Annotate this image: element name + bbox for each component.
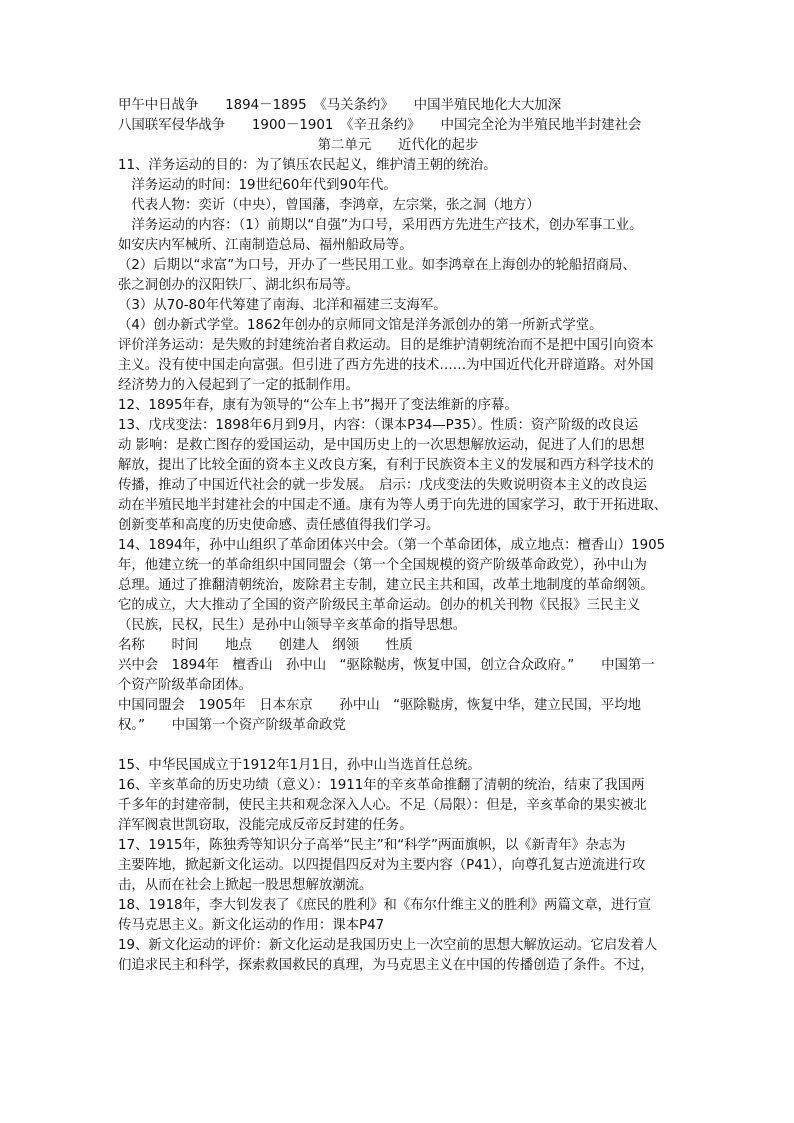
text-line: 12、1895年春，康有为领导的“公车上书”揭开了变法维新的序幕。 — [118, 398, 518, 413]
text-line: 洋务运动的时间：19世纪60年代到90年代。 — [118, 178, 397, 193]
text-line: 洋军阀袁世凯窃取，没能完成反帝反封建的任务。 — [118, 818, 413, 833]
text-line: 动 影响：是救亡图存的爱国运动，是中国历史上的一次思想解放运动，促进了人们的思想 — [118, 438, 645, 453]
text-line: （2）后期以“求富”为口号，开办了一些民用工业。如李鸿章在上海创办的轮船招商局、 — [118, 258, 636, 273]
text-line: 评价洋务运动：是失败的封建统治者自救运动。目的是维护清朝统治而不是把中国引向资本 — [118, 338, 654, 353]
text-line: （民族，民权，民生）是孙中山领导辛亥革命的指导思想。 — [118, 618, 467, 633]
text-line: 主要阵地，掀起新文化运动。以四提倡四反对为主要内容（P41），向尊孔复古逆流进行攻 — [118, 858, 646, 873]
table-row-line: 中国同盟会 1905年 日本东京 孙中山 “驱除鞑虏，恢复中华，建立民国，平均地 — [118, 698, 642, 713]
text-line: 13、戊戌变法：1898年6月到9月，内容：（课本P34—P35）。性质：资产阶级的改良运 — [118, 418, 639, 433]
text-line: 创新变革和高度的历史使命感、责任感值得我们学习。 — [118, 518, 440, 533]
text-line: 16、辛亥革命的历史功绩（意义）：1911年的辛亥革命推翻了清朝的统治，结束了我国两 — [118, 778, 645, 793]
blank-line — [118, 736, 678, 756]
text-line: （3）从70-80年代筹建了南海、北洋和福建三支海军。 — [118, 298, 447, 313]
text-line: 17、1915年，陈独秀等知识分子高举“民主”和“科学”两面旗帜，以《新青年》杂志为 — [118, 838, 626, 853]
text-line: 甲午中日战争 1894－1895 《马关条约》 中国半殖民地化大大加深 — [118, 98, 562, 113]
text-line: 解放，提出了比较全面的资本主义改良方案，有利于民族资本主义的发展和西方科学技术的 — [118, 458, 654, 473]
text-line: 们追求民主和科学，探索救国救民的真理，为马克思主义在中国的传播创造了条件。不过， — [118, 958, 654, 973]
text-line: 它的成立，大大推动了全国的资产阶级民主革命运动。创办的机关刊物《民报》三民主义 — [118, 598, 641, 613]
text-line: 传播，推动了中国近代社会的就一步发展。 启示：戊戌变法的失败说明资本主义的改良运 — [118, 478, 647, 493]
text-line: 传马克思主义。新文化运动的作用：课本P47 — [118, 918, 385, 933]
text-line: 张之洞创办的汉阳铁厂、湖北织布局等。 — [118, 278, 360, 293]
text-line: （4）创办新式学堂。1862年创办的京师同文馆是洋务派创办的第一所新式学堂。 — [118, 318, 603, 333]
text-line: 动在半殖民地半封建社会的中国走不通。康有为等人勇于向先进的国家学习，敢于开拓进取、 — [118, 498, 668, 513]
text-line: 总理。通过了推翻清朝统治，废除君主专制，建立民主共和国，改革土地制度的革命纲领。 — [118, 578, 654, 593]
text-line: 15、中华民国成立于1912年1月1日，孙中山当选首任总统。 — [118, 758, 481, 773]
text-line: 19、新文化运动的评价：新文化运动是我国历史上一次空前的思想大解放运动。它启发着人 — [118, 938, 658, 953]
text-line: 如安庆内军械所、江南制造总局、福州船政局等。 — [118, 238, 413, 253]
table-row-line: 兴中会 1894年 檀香山 孙中山 “驱除鞑虏，恢复中国，创立合众政府。” 中国第一 — [118, 658, 655, 673]
text-line: 主义。没有使中国走向富强。但引进了西方先进的技术……为中国近代化开辟道路。对外国 — [118, 358, 654, 373]
table-row-line: 个资产阶级革命团体。 — [118, 678, 252, 693]
text-line: 经济势力的入侵起到了一定的抵制作用。 — [118, 378, 360, 393]
table-row-line: 权。” 中国第一个资产阶级革命政党 — [118, 718, 346, 733]
table-header-line: 名称 时间 地点 创建人 纲领 性质 — [118, 638, 413, 653]
text-line: 洋务运动的内容：（1）前期以“自强”为口号，采用西方先进生产技术，创办军事工业。 — [118, 218, 643, 233]
document-body — [118, 96, 678, 976]
text-line: 千多年的封建帝制，使民主共和观念深入人心。不足（局限）：但是，辛亥革命的果实被北 — [118, 798, 647, 813]
text-line: 14、1894年，孙中山组织了革命团体兴中会。（第一个革命团体，成立地点：檀香山）1905 — [118, 538, 666, 553]
section-heading: 第二单元 近代化的起步 — [317, 138, 479, 153]
text-line: 击，从而在社会上掀起一股思想解放潮流。 — [118, 878, 373, 893]
text-line: 18、1918年，李大钊发表了《庶民的胜利》和《布尔什维主义的胜利》两篇文章，进行宣 — [118, 898, 652, 913]
text-line: 11、洋务运动的目的：为了镇压农民起义，维护清王朝的统治。 — [118, 158, 497, 173]
text-line: 年，他建立统一的革命组织中国同盟会（第一个全国规模的资产阶级革命政党），孙中山为 — [118, 558, 647, 573]
text-line: 八国联军侵华战争 1900－1901 《辛丑条约》 中国完全沦为半殖民地半封建社会 — [118, 118, 642, 133]
text-line: 代表人物：奕䜣（中央），曾国藩，李鸿章，左宗棠，张之洞（地方） — [118, 198, 540, 213]
